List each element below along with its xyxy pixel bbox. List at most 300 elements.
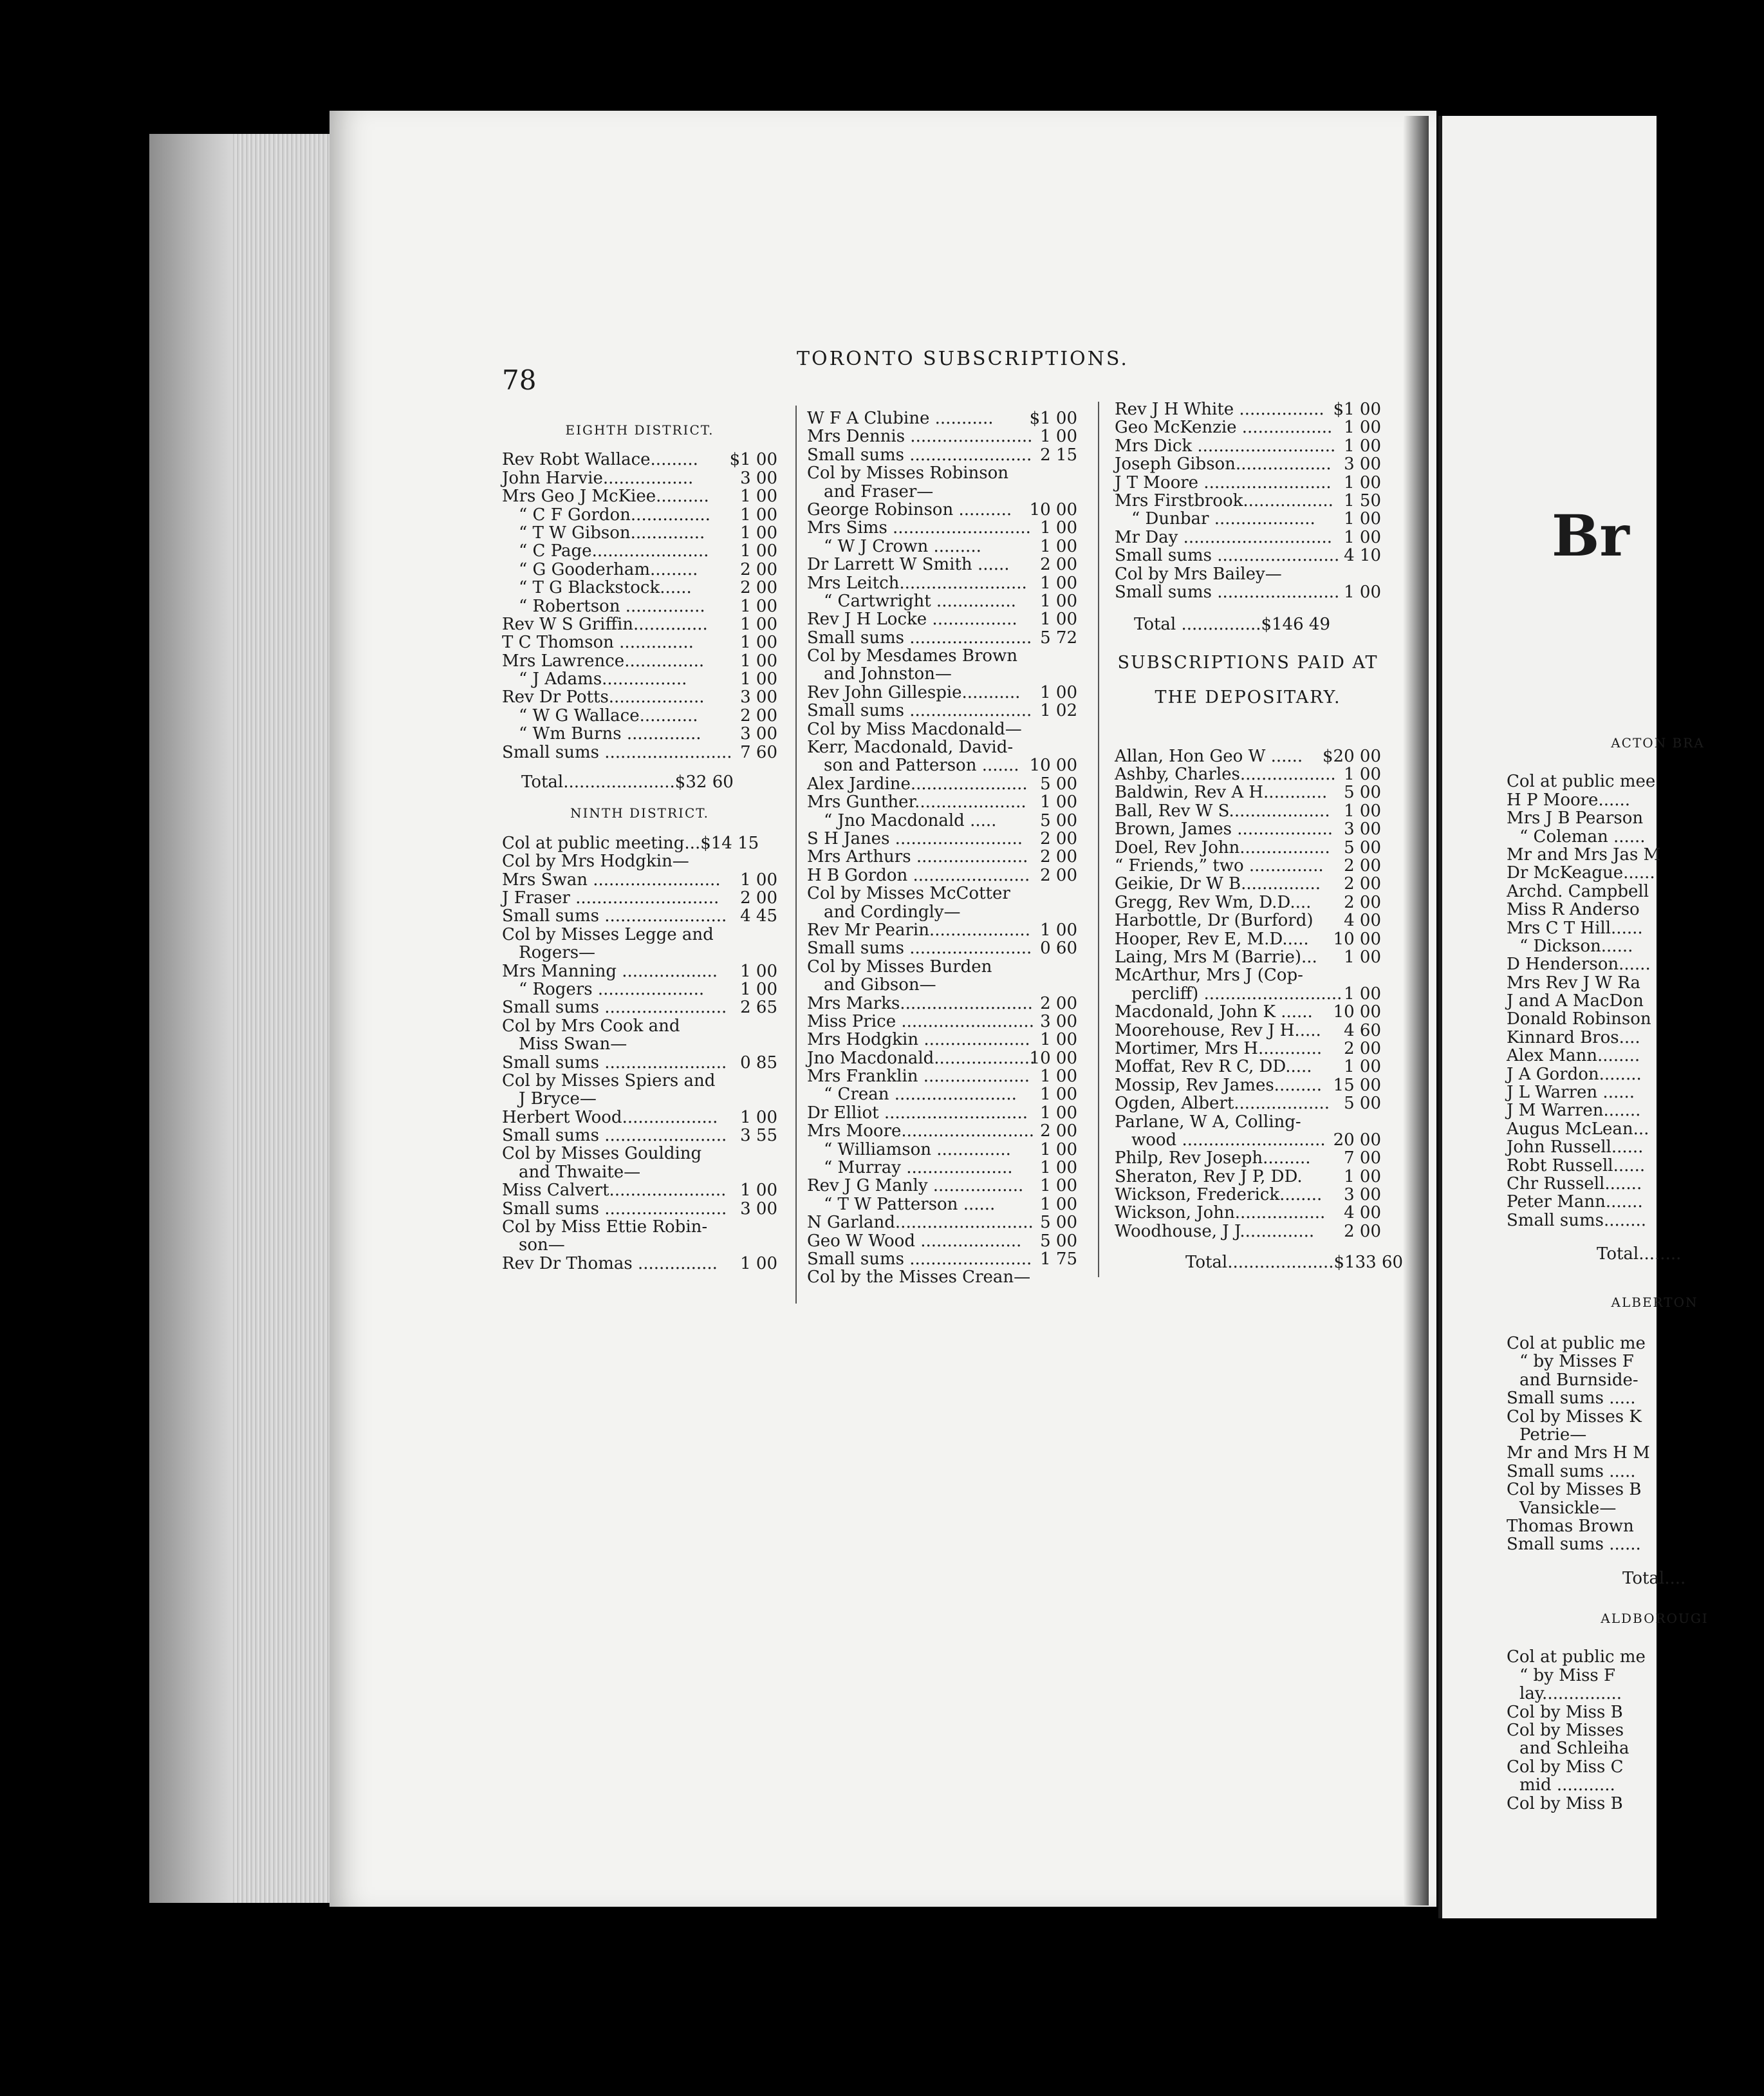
entry-name: H B Gordon ...................... (807, 865, 1030, 885)
list-item (1507, 919, 1764, 937)
entry-name: D Henderson...... (1507, 955, 1651, 975)
list-item (807, 464, 1077, 482)
list-item (1115, 510, 1381, 528)
entry-name: Rev J H White ................ (1115, 400, 1324, 419)
list-item (807, 1195, 1077, 1213)
alberton-heading: ALBERTON (1611, 1294, 1698, 1310)
entry-amount: 2 00 (740, 706, 777, 725)
list-item (1115, 1094, 1381, 1112)
acton-total: Total........ (1597, 1244, 1682, 1264)
entry-name: Miss Calvert...................... (502, 1181, 727, 1201)
list-item (502, 1218, 777, 1236)
list-item (807, 866, 1077, 884)
entry-name: Col by Misses Robinson (807, 463, 1009, 483)
list-item (807, 939, 1077, 957)
list-item (1507, 1083, 1764, 1101)
entry-name: “ by Miss F (1519, 1665, 1616, 1685)
entry-name: “ T W Gibson.............. (519, 523, 705, 543)
entry-name: lay............... (1519, 1684, 1622, 1704)
entry-name: Wickson, John................. (1115, 1203, 1326, 1223)
entry-name: Rev John Gillespie........... (807, 682, 1021, 702)
entry-name: “ Dunbar ................... (1131, 509, 1315, 529)
list-item (502, 871, 777, 889)
entry-amount: 1 00 (1344, 984, 1381, 1004)
list-item (1115, 894, 1381, 912)
entry-name: Philp, Rev Joseph......... (1115, 1148, 1311, 1168)
list-item (1115, 1058, 1381, 1076)
list-item (1507, 1408, 1764, 1426)
entry-amount: 2 15 (1040, 445, 1077, 465)
list-item (807, 848, 1077, 866)
entry-amount: 1 00 (1040, 1030, 1077, 1050)
list-item (1507, 1463, 1764, 1481)
list-item (1507, 1175, 1764, 1193)
entry-amount: $1 00 (1333, 400, 1381, 419)
entry-amount: 1 00 (740, 614, 777, 634)
entry-name: Small sums ..... (1507, 1461, 1636, 1481)
list-item (1115, 747, 1381, 765)
entry-amount: 4 00 (1344, 1203, 1381, 1223)
list-item (1115, 529, 1381, 547)
entry-name: J M Warren....... (1507, 1101, 1641, 1121)
entry-name: Col by Misses Spiers and (502, 1071, 716, 1090)
entry-name: and Cordingly— (824, 902, 961, 922)
list-item (807, 1213, 1077, 1231)
list-item (1115, 1222, 1381, 1240)
list-item (807, 592, 1077, 610)
entry-name: Col by Misses Goulding (502, 1144, 702, 1164)
entry-name: Mossip, Rev James......... (1115, 1075, 1323, 1095)
entry-amount: 1 00 (740, 669, 777, 689)
list-item (1115, 930, 1381, 948)
entry-name: Rev Dr Potts.................. (502, 688, 705, 707)
entry-name: Mortimer, Mrs H............ (1115, 1038, 1323, 1058)
entry-amount: 4 45 (740, 906, 777, 926)
entry-amount: 4 10 (1344, 546, 1381, 566)
list-item (502, 1035, 777, 1053)
entry-name: Ogden, Albert.................. (1115, 1094, 1330, 1114)
list-item (1115, 1003, 1381, 1021)
list-item (1507, 1065, 1764, 1083)
list-item (807, 1049, 1077, 1067)
list-item (1507, 883, 1764, 901)
entry-amount: 15 00 (1333, 1075, 1381, 1095)
list-item (807, 409, 1077, 427)
entry-name: Col by Miss C (1507, 1757, 1624, 1777)
entry-name: percliff) .......................... (1131, 984, 1342, 1004)
list-item (1115, 474, 1381, 492)
list-item (807, 1268, 1077, 1286)
entry-name: “ Friends,” two .............. (1115, 856, 1324, 876)
entry-name: “ Robertson ............... (519, 596, 705, 616)
entry-name: “ Rogers .................... (519, 979, 705, 999)
eighth-district-total: Total.....................$32 60 (521, 772, 734, 792)
list-item (807, 483, 1077, 501)
entry-name: Small sums ....................... (1115, 582, 1340, 602)
list-item (1507, 809, 1764, 827)
entry-name: Miss Price ......................... (807, 1011, 1034, 1031)
entry-name: Woodhouse, J J.............. (1115, 1221, 1315, 1241)
eighth-district-heading: EIGHTH DISTRICT. (565, 422, 714, 438)
column-rule-2 (1098, 402, 1099, 1277)
entry-name: Col at public me (1507, 1647, 1646, 1667)
entry-name: Mrs Geo J McKiee.......... (502, 487, 709, 507)
entry-name: Dr Elliot ........................... (807, 1103, 1028, 1123)
entry-name: Rev J G Manly ................. (807, 1176, 1024, 1196)
entry-name: Laing, Mrs M (Barrie)... (1115, 947, 1317, 967)
entry-amount: 2 00 (740, 888, 777, 908)
entry-name: John Russell...... (1507, 1137, 1644, 1157)
entry-name: Mrs Rev J W Ra (1507, 973, 1640, 993)
entry-name: and Johnston— (824, 664, 952, 684)
entry-amount: 1 00 (1040, 591, 1077, 611)
entry-name: Dr McKeague...... (1507, 863, 1655, 883)
depositary-heading-2: THE DEPOSITARY. (1155, 687, 1341, 707)
entry-amount: 10 00 (1333, 1002, 1381, 1022)
list-item (502, 1072, 777, 1090)
entry-amount: 3 00 (1344, 1185, 1381, 1205)
entry-name: J Fraser ........................... (502, 888, 720, 908)
entry-amount: 1 00 (1040, 1103, 1077, 1123)
list-item (1507, 974, 1764, 992)
entry-name: “ Cartwright ............... (824, 591, 1016, 611)
entry-amount: 2 00 (1344, 892, 1381, 912)
entry-amount: 1 00 (1040, 1194, 1077, 1214)
column-2-list (807, 409, 1077, 1287)
entry-name: Mrs Leitch........................ (807, 573, 1027, 593)
list-item (1507, 1029, 1764, 1047)
entry-amount: 1 00 (1344, 582, 1381, 602)
entry-name: J L Warren ...... (1507, 1083, 1635, 1103)
entry-name: Small sums ....................... (502, 1053, 727, 1072)
column-1 (502, 413, 777, 1273)
entry-name: Gregg, Rev Wm, D.D.... (1115, 892, 1312, 912)
entry-name: Col by Misses K (1507, 1407, 1642, 1427)
entry-amount: 7 60 (740, 742, 777, 762)
entry-amount: 10 00 (1029, 756, 1077, 776)
list-item (1507, 1101, 1764, 1119)
list-item (502, 1127, 777, 1145)
list-item (502, 469, 777, 487)
list-item (1115, 802, 1381, 820)
entry-amount: 1 00 (1344, 509, 1381, 529)
entry-amount: 2 00 (1040, 865, 1077, 885)
entry-amount: 1 00 (1344, 947, 1381, 967)
entry-name: Small sums ....................... (807, 701, 1032, 721)
list-item (807, 1159, 1077, 1177)
list-item (1115, 875, 1381, 893)
list-item (502, 597, 777, 615)
list-item (1507, 791, 1764, 809)
list-item (502, 1090, 777, 1108)
list-item (502, 579, 777, 597)
entry-name: Mrs Moore......................... (807, 1121, 1035, 1141)
list-item (1507, 937, 1764, 955)
entry-name: son and Patterson ....... (824, 756, 1019, 776)
entry-name: “ G Gooderham......... (519, 559, 698, 579)
entry-name: Archd. Campbell (1507, 881, 1649, 901)
entry-amount: 3 00 (1344, 454, 1381, 474)
list-item (1507, 828, 1764, 846)
list-item (807, 756, 1077, 774)
entry-amount: 1 00 (1040, 610, 1077, 630)
list-item (1507, 1721, 1764, 1739)
list-item (1115, 1113, 1381, 1131)
entry-name: Small sums ....................... (1115, 546, 1340, 566)
alberton-list (1507, 1334, 1764, 1554)
list-item (502, 688, 777, 706)
acton-heading: ACTON BRA (1611, 735, 1705, 751)
list-item (807, 1250, 1077, 1268)
entry-amount: 1 00 (1344, 801, 1381, 821)
entry-amount: 2 00 (1040, 1121, 1077, 1141)
entry-amount: 3 00 (1344, 819, 1381, 839)
entry-name: and Schleiha (1519, 1739, 1629, 1759)
entry-name: Small sums ........................ (502, 742, 732, 762)
entry-name: Col by the Misses Crean— (807, 1268, 1031, 1287)
entry-name: “ Wm Burns .............. (519, 724, 701, 744)
column-3 (1115, 400, 1404, 1273)
list-item (502, 524, 777, 542)
entry-amount: 1 00 (740, 961, 777, 981)
entry-name: Small sums ....................... (807, 1249, 1032, 1269)
entry-amount: 3 00 (740, 468, 777, 488)
list-item (1115, 1149, 1381, 1167)
list-item (1507, 1389, 1764, 1407)
entry-name: Rev Mr Pearin................... (807, 920, 1030, 940)
list-item (1507, 1648, 1764, 1666)
entry-amount: 5 00 (1344, 783, 1381, 803)
list-item (1507, 1047, 1764, 1065)
entry-name: Allan, Hon Geo W ...... (1115, 746, 1303, 766)
entry-name: Peter Mann....... (1507, 1192, 1643, 1212)
list-item (807, 647, 1077, 665)
entry-name: N Garland.......................... (807, 1213, 1034, 1233)
entry-name: Col at public mee (1507, 772, 1656, 792)
entry-name: Col at public me (1507, 1333, 1646, 1353)
entry-name: son— (519, 1235, 565, 1255)
entry-amount: 2 00 (1344, 1038, 1381, 1058)
list-item (1507, 992, 1764, 1010)
entry-name: and Thwaite— (519, 1162, 641, 1182)
list-item (807, 574, 1077, 592)
list-item (502, 998, 777, 1016)
list-item (1115, 1168, 1381, 1186)
list-item (1115, 839, 1381, 857)
list-item (1507, 1667, 1764, 1685)
entry-amount: 1 00 (1040, 518, 1077, 538)
entry-name: Herbert Wood.................. (502, 1107, 718, 1127)
entry-name: Geikie, Dr W B............... (1115, 874, 1321, 894)
list-item (1115, 1076, 1381, 1094)
entry-amount: 1 00 (740, 1107, 777, 1127)
entry-amount: 1 00 (740, 633, 777, 653)
list-item (502, 962, 777, 980)
list-item (1507, 846, 1764, 864)
entry-name: Dr Larrett W Smith ...... (807, 555, 1010, 575)
list-item (807, 1067, 1077, 1085)
list-item (502, 615, 777, 633)
entry-name: S H Janes ........................ (807, 828, 1023, 848)
list-item (807, 738, 1077, 756)
list-item (807, 1177, 1077, 1195)
entry-amount: 1 00 (1344, 1057, 1381, 1077)
list-item (502, 852, 777, 870)
entry-amount: 1 00 (740, 505, 777, 525)
entry-amount: 1 75 (1040, 1249, 1077, 1269)
list-item (1115, 948, 1381, 966)
list-item (502, 451, 777, 469)
entry-amount: 3 00 (740, 688, 777, 707)
entry-name: Col by Mrs Cook and (502, 1016, 680, 1036)
list-item (807, 976, 1077, 994)
entry-amount: 3 00 (740, 1199, 777, 1219)
list-item (807, 1013, 1077, 1031)
entry-name: Doel, Rev John................. (1115, 837, 1330, 857)
list-item (1507, 1758, 1764, 1776)
list-item (807, 775, 1077, 793)
list-item (1115, 783, 1381, 801)
entry-amount: 1 00 (740, 487, 777, 507)
entry-name: Ball, Rev W S................... (1115, 801, 1330, 821)
list-item (502, 1109, 777, 1127)
list-item (1507, 1481, 1764, 1499)
acton-list (1507, 772, 1764, 1230)
entry-amount: 1 00 (1040, 792, 1077, 812)
entry-amount: 1 00 (740, 596, 777, 616)
column-3-list (1115, 400, 1381, 601)
entry-name: wood ........................... (1131, 1130, 1326, 1150)
entry-name: John Harvie................. (502, 468, 694, 488)
list-item (1115, 966, 1381, 984)
entry-amount: 3 00 (740, 724, 777, 744)
entry-name: Mrs Manning .................. (502, 961, 718, 981)
depositary-list (1115, 747, 1381, 1241)
list-item (502, 1255, 777, 1273)
list-item (1507, 901, 1764, 919)
entry-amount: 2 00 (1344, 1221, 1381, 1241)
entry-name: Sheraton, Rev J P, DD. (1115, 1166, 1303, 1186)
entry-name: Rogers— (519, 943, 596, 963)
depositary-heading-1: SUBSCRIPTIONS PAID AT (1117, 652, 1379, 673)
entry-amount: 1 00 (1040, 1067, 1077, 1087)
entry-name: and Fraser— (824, 482, 934, 501)
list-item (1507, 1444, 1764, 1462)
list-item (1507, 1739, 1764, 1757)
entry-amount: 5 00 (1344, 837, 1381, 857)
entry-amount: 1 00 (1344, 473, 1381, 492)
entry-amount: 10 00 (1029, 500, 1077, 519)
entry-name: Robt Russell...... (1507, 1156, 1646, 1175)
list-item (807, 427, 1077, 445)
list-item (502, 487, 777, 505)
list-item (1115, 455, 1381, 473)
entry-amount: 1 00 (1040, 1139, 1077, 1159)
book-cover-edge (149, 134, 233, 1903)
entry-name: Vansickle— (1519, 1498, 1617, 1518)
entry-amount: 2 65 (740, 998, 777, 1018)
list-item (1507, 1193, 1764, 1211)
entry-amount: 1 00 (740, 651, 777, 671)
entry-name: Alex Jardine...................... (807, 774, 1028, 794)
entry-name: Macdonald, John K ...... (1115, 1002, 1313, 1022)
entry-amount: 1 00 (740, 979, 777, 999)
ninth-district-heading: NINTH DISTRICT. (570, 805, 710, 821)
depositary-total: Total....................$133 60 (1185, 1253, 1404, 1273)
entry-name: Miss Swan— (519, 1034, 627, 1054)
entry-name: Mr Day ............................ (1115, 527, 1333, 547)
book-gutter (1403, 116, 1429, 1905)
entry-name: “ T W Patterson ...... (824, 1194, 996, 1214)
list-item (807, 702, 1077, 720)
entry-name: “ Dickson...... (1519, 936, 1633, 956)
entry-name: “ W J Crown ......... (824, 536, 981, 556)
entry-name: McArthur, Mrs J (Cop- (1115, 966, 1303, 986)
entry-amount: 1 00 (740, 1181, 777, 1201)
entry-name: W F A Clubine ........... (807, 409, 994, 428)
list-item (1507, 1157, 1764, 1175)
list-item (807, 903, 1077, 921)
list-item (807, 720, 1077, 738)
entry-name: “ Crean ....................... (824, 1085, 1017, 1105)
entry-name: Small sums ..... (1507, 1389, 1636, 1408)
entry-name: Small sums ....................... (807, 628, 1032, 648)
list-item (1507, 1517, 1764, 1535)
entry-name: Col by Misses B (1507, 1480, 1642, 1500)
list-item (1115, 765, 1381, 783)
list-item (1507, 1685, 1764, 1703)
list-item (1115, 1022, 1381, 1040)
entry-name: “ Murray .................... (824, 1158, 1013, 1178)
right-page (1438, 116, 1709, 1918)
list-item (1115, 565, 1381, 583)
list-item (807, 684, 1077, 702)
column-rule-1 (795, 406, 797, 1304)
entry-name: Alex Mann........ (1507, 1046, 1640, 1066)
list-item (807, 501, 1077, 519)
entry-amount: 0 60 (1040, 939, 1077, 959)
entry-name: Rev Dr Thomas ............... (502, 1253, 718, 1273)
list-item (807, 1141, 1077, 1159)
list-item (807, 995, 1077, 1013)
entry-name: Small sums ....................... (807, 939, 1032, 959)
entry-amount: 1 00 (740, 1253, 777, 1273)
entry-name: Jno Macdonald................... (807, 1048, 1035, 1068)
entry-name: Chr Russell....... (1507, 1174, 1642, 1193)
list-item (1115, 1186, 1381, 1204)
list-item (807, 1104, 1077, 1122)
entry-name: Small sums ...... (1507, 1535, 1641, 1555)
entry-name: Mrs Franklin .................... (807, 1067, 1030, 1087)
list-item (1115, 1040, 1381, 1058)
entry-name: Ashby, Charles.................. (1115, 765, 1336, 785)
entry-name: Mrs Firstbrook................. (1115, 491, 1333, 510)
entry-amount: 3 55 (740, 1126, 777, 1146)
entry-amount: 2 00 (740, 578, 777, 598)
entry-name: J T Moore ........................ (1115, 473, 1332, 492)
list-item (502, 542, 777, 560)
entry-amount: 4 60 (1344, 1020, 1381, 1040)
entry-name: “ Coleman ...... (1519, 827, 1646, 847)
list-item (502, 1145, 777, 1163)
entry-name: Moffat, Rev R C, DD..... (1115, 1057, 1312, 1077)
list-item (1507, 1776, 1764, 1794)
list-item (1115, 985, 1381, 1003)
entry-amount: 1 50 (1344, 491, 1381, 510)
entry-name: “ Jno Macdonald ..... (824, 810, 997, 830)
entry-name: Rev W S Griffin.............. (502, 614, 708, 634)
list-item (502, 1054, 777, 1072)
